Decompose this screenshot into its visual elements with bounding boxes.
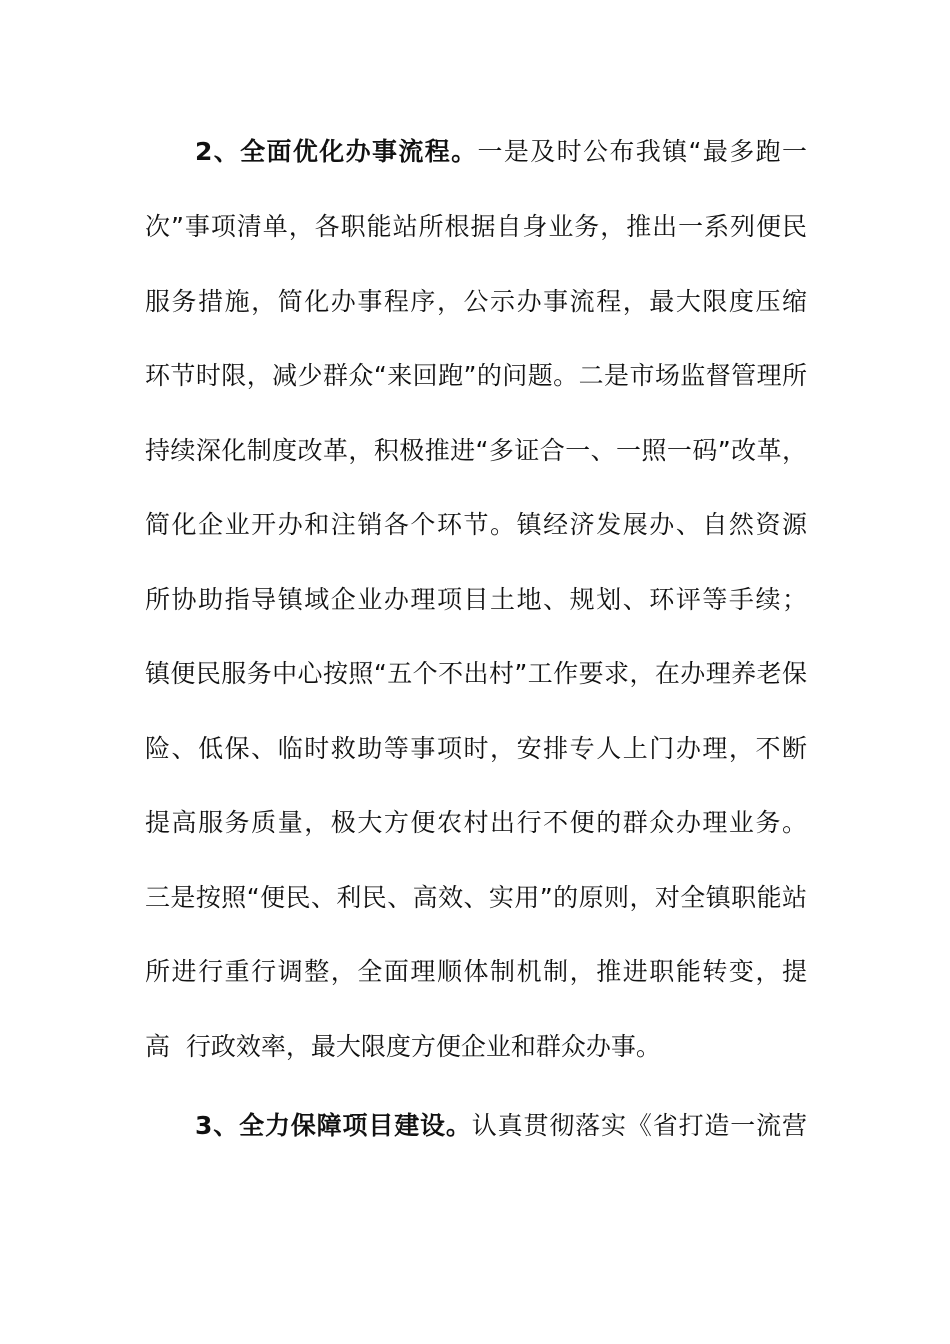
section-heading-2: 2、全面优化办事流程。 (195, 137, 478, 166)
section-heading-3: 3、全力保障项目建设。 (195, 1111, 472, 1140)
text-line: 镇便民服务中心按照“五个不出村”工作要求，在办理养老保 (145, 659, 807, 688)
text-line: 三是按照“便民、利民、高效、实用”的原则，对全镇职能站 (145, 883, 807, 912)
text-line: 环节时限，减少群众“来回跑”的问题。二是市场监督管理所 (145, 361, 807, 390)
text-line: 所协助指导镇域企业办理项目土地、规划、环评等手续； (145, 585, 807, 614)
text-line: 简化企业开办和注销各个环节。镇经济发展办、自然资源 (145, 510, 807, 539)
text-line: 持续深化制度改革，积极推进“多证合一、一照一码”改革， (145, 436, 807, 465)
text-line: 提高服务质量，极大方便农村出行不便的群众办理业务。 (145, 808, 807, 837)
text-line: 认真贯彻落实《省打造一流营 (471, 1111, 807, 1140)
text-line: 所进行重行调整，全面理顺体制机制，推进职能转变，提 (145, 957, 807, 986)
text-line: 一是及时公布我镇“最多跑一 (477, 137, 807, 166)
text-line: 服务措施，简化办事程序，公示办事流程，最大限度压缩 (145, 287, 807, 316)
text-line: 险、低保、临时救助等事项时，安排专人上门办理，不断 (145, 734, 807, 763)
text-line-last: 高 行政效率，最大限度方便企业和群众办事。 (145, 1032, 661, 1061)
paragraph-2-first-line (145, 132, 807, 172)
paragraph-3-first-line (145, 1106, 807, 1146)
text-line: 次”事项清单，各职能站所根据自身业务，推出一系列便民 (145, 212, 807, 241)
